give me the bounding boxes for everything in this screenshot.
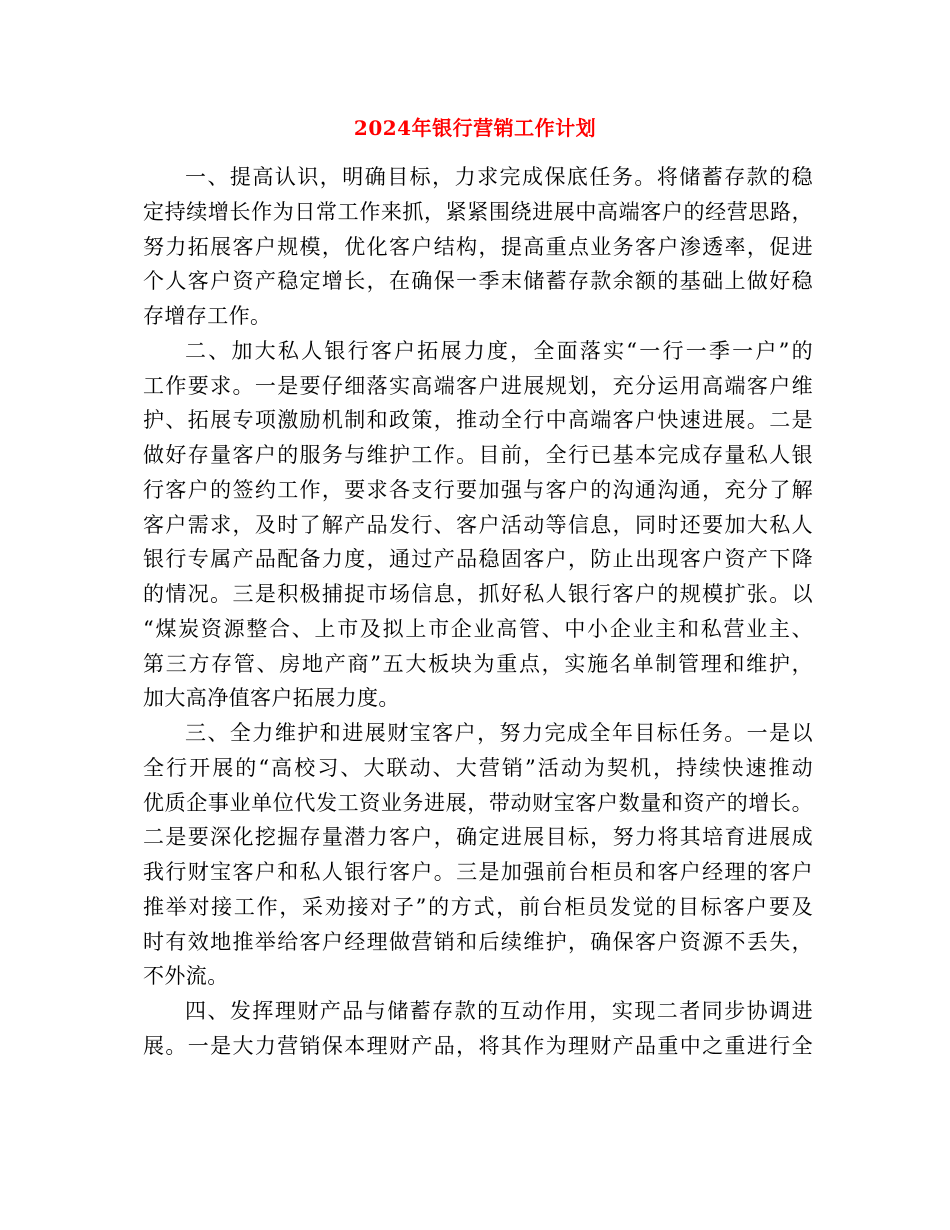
paragraph-line: 客户需求，及时了解产品发行、客户活动等信息，同时还要加大私人 [143,512,813,537]
document-title: 2024年银行营销工作计划 [353,116,597,140]
paragraph-line: 的情况。三是积极捕捉市场信息，抓好私人银行客户的规模扩张。以 [143,582,813,606]
paragraph-line: 不外流。 [143,964,229,989]
paragraph-line: 全行开展的“高校习、大联动、大营销”活动为契机，持续快速推动 [143,755,813,780]
paragraph-line: 优质企事业单位代发工资业务进展，带动财宝客户数量和资产的增长。 [143,790,813,815]
paragraph-2 [143,334,813,716]
paragraph-line: 存增存工作。 [143,304,272,328]
paragraph-line: 推举对接工作，采劝接对子”的方式，前台柜员发觉的目标客户要及 [143,894,813,919]
paragraph-line: 一、提高认识，明确目标，力求完成保底任务。将储蓄存款的稳 [185,165,813,189]
paragraph-line: 工作要求。一是要仔细落实高端客户进展规划，充分运用高端客户维 [143,373,813,398]
paragraph-line: 定持续增长作为日常工作来抓，紧紧围绕进展中高端客户的经营思路， [143,199,813,224]
paragraph-line: 时有效地推举给客户经理做营销和后续维护，确保客户资源不丢失， [143,929,813,954]
paragraph-1 [143,160,813,334]
paragraph-line: 二、加大私人银行客户拓展力度，全面落实“一行一季一户”的 [185,338,813,363]
paragraph-line: 二是要深化挖掘存量潜力客户，确定进展目标，努力将其培育进展成 [143,825,813,850]
document-body [143,160,813,1064]
paragraph-line: 加大高净值客户拓展力度。 [143,686,400,711]
paragraph-3 [143,716,813,994]
paragraph-line: 护、拓展专项激励机制和政策，推动全行中高端客户快速进展。二是 [143,408,813,433]
paragraph-line: “煤炭资源整合、上市及拟上市企业高管、中小企业主和私营业主、 [143,616,813,641]
paragraph-line: 做好存量客户的服务与维护工作。目前，全行已基本完成存量私人银 [143,443,813,467]
paragraph-4 [143,994,813,1064]
paragraph-line: 我行财宝客户和私人银行客户。三是加强前台柜员和客户经理的客户 [143,860,813,884]
paragraph-line: 努力拓展客户规模，优化客户结构，提高重点业务客户渗透率，促进 [143,234,813,259]
paragraph-line: 四、发挥理财产品与储蓄存款的互动作用，实现二者同步协调进 [185,999,813,1023]
paragraph-line: 第三方存管、房地产商”五大板块为重点，实施名单制管理和维护， [143,651,813,676]
paragraph-line: 银行专属产品配备力度，通过产品稳固客户，防止出现客户资产下降 [143,547,813,572]
paragraph-line: 个人客户资产稳定增长，在确保一季末储蓄存款余额的基础上做好稳 [143,269,813,294]
paragraph-line: 行客户的签约工作，要求各支行要加强与客户的沟通沟通，充分了解 [143,477,813,502]
paragraph-line: 三、全力维护和进展财宝客户，努力完成全年目标任务。一是以 [185,721,813,745]
paragraph-line: 展。一是大力营销保本理财产品，将其作为理财产品重中之重进行全 [143,1033,813,1058]
